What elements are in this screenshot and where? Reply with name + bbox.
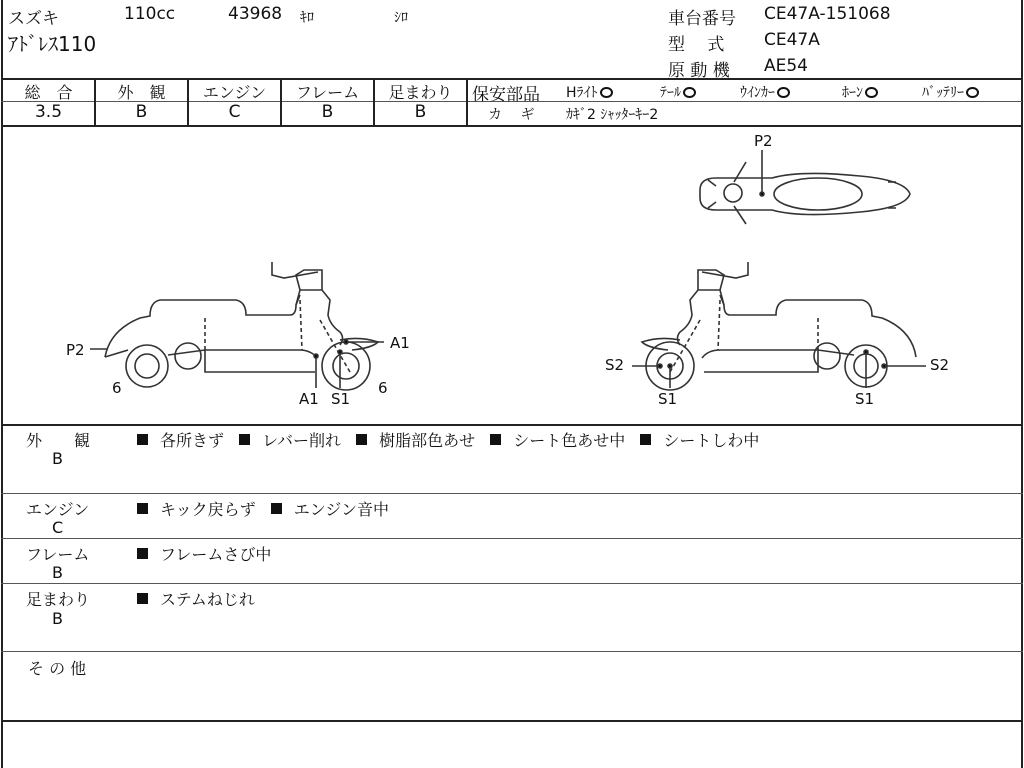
mileage-unit: ｷﾛ — [300, 10, 314, 26]
circle-ok-icon — [865, 87, 878, 98]
engine-label: 原 動 機 — [668, 61, 730, 81]
diagram-label: S2 — [605, 356, 625, 374]
color: ｼﾛ — [394, 10, 408, 26]
comment-frame-items: フレームさび中 — [137, 542, 281, 565]
rear-wheel — [126, 345, 168, 387]
suspension-grade-label: 足まわり — [388, 83, 453, 102]
frame-grade-label: フレーム — [295, 83, 360, 102]
maker: スズキ — [8, 9, 59, 29]
bullet-icon — [271, 503, 282, 514]
bullet-icon — [239, 434, 250, 445]
safety-item-winker: ｳｲﾝｶｰ — [740, 82, 790, 102]
bullet-icon — [640, 434, 651, 445]
circle-ok-icon — [777, 87, 790, 98]
frame-no: CE47A-151068 — [764, 4, 891, 24]
engine-grade-label: エンジン — [202, 83, 267, 102]
diagram-label: S1 — [658, 390, 678, 408]
bullet-icon — [137, 503, 148, 514]
bullet-icon — [137, 434, 148, 445]
comment-frame-grade: B — [52, 563, 63, 582]
rule — [1, 538, 1023, 539]
key-value: ｶｷﾞ2 ｼｬｯﾀｰｷｰ2 — [566, 107, 659, 123]
comment-exterior-grade: B — [52, 449, 63, 468]
mileage: 43968 — [228, 4, 283, 24]
scooter-top-view — [700, 150, 910, 224]
diagram-label: P2 — [66, 341, 85, 359]
safety-item-tail: ﾃｰﾙ — [660, 82, 696, 102]
model-name: ｱﾄﾞﾚｽ110 — [8, 32, 97, 56]
safety-label: 保安部品 — [472, 85, 540, 105]
key-label: カ ギ — [488, 107, 535, 123]
bullet-icon — [356, 434, 367, 445]
circle-ok-icon — [966, 87, 979, 98]
diagram-label: S1 — [331, 390, 351, 408]
diagram-label: P2 — [754, 132, 773, 150]
comment-exterior-label: 外 観 — [26, 431, 91, 450]
rule — [1, 493, 1023, 494]
scooter-right-view — [632, 262, 926, 390]
rule — [1, 424, 1023, 426]
rule — [1, 583, 1023, 584]
overall-grade: 3.5 — [34, 102, 63, 122]
exterior-label: 外 観 — [117, 83, 166, 102]
comment-engine-grade: C — [52, 518, 64, 537]
comment-other-label: そ の 他 — [28, 659, 87, 678]
scooter-damage-diagram — [0, 126, 1024, 424]
diagram-label: A1 — [390, 334, 410, 352]
comment-exterior-items: 各所きず レバー削れ 樹脂部色あせ シート色あせ中 シートしわ中 — [137, 428, 769, 451]
circle-ok-icon — [683, 87, 696, 98]
engine-value: AE54 — [764, 56, 809, 76]
diagram-label: S1 — [855, 390, 875, 408]
comment-frame-label: フレーム — [26, 545, 90, 564]
bullet-icon — [490, 434, 501, 445]
diagram-label: 6 — [112, 379, 122, 397]
type-value: CE47A — [764, 30, 820, 50]
divider — [466, 78, 468, 126]
type-label: 型 式 — [668, 35, 725, 55]
diagram-label: S2 — [930, 356, 950, 374]
diagram-label: 6 — [378, 379, 388, 397]
circle-ok-icon — [600, 87, 613, 98]
displacement: 110cc — [124, 4, 176, 24]
safety-item-horn: ﾎｰﾝ — [842, 82, 878, 102]
safety-item-battery: ﾊﾞｯﾃﾘｰ — [922, 82, 979, 102]
comment-engine-label: エンジン — [26, 500, 90, 519]
safety-item-headlight: Hﾗｲﾄ — [566, 82, 613, 102]
rule — [1, 720, 1023, 722]
rule — [1, 651, 1023, 652]
bullet-icon — [137, 593, 148, 604]
comment-suspension-items: ステムねじれ — [137, 587, 265, 610]
exterior-grade: B — [135, 102, 148, 122]
suspension-grade: B — [414, 102, 427, 122]
comment-engine-items: キック戻らず エンジン音中 — [137, 497, 399, 520]
frame-no-label: 車台番号 — [668, 9, 736, 29]
engine-grade: C — [228, 102, 241, 122]
diagram-label: A1 — [299, 390, 319, 408]
frame-grade: B — [321, 102, 334, 122]
bullet-icon — [137, 548, 148, 559]
overall-label: 総 合 — [24, 83, 73, 102]
comment-suspension-grade: B — [52, 609, 63, 628]
comment-suspension-label: 足まわり — [26, 590, 91, 609]
scooter-left-view — [90, 262, 384, 390]
